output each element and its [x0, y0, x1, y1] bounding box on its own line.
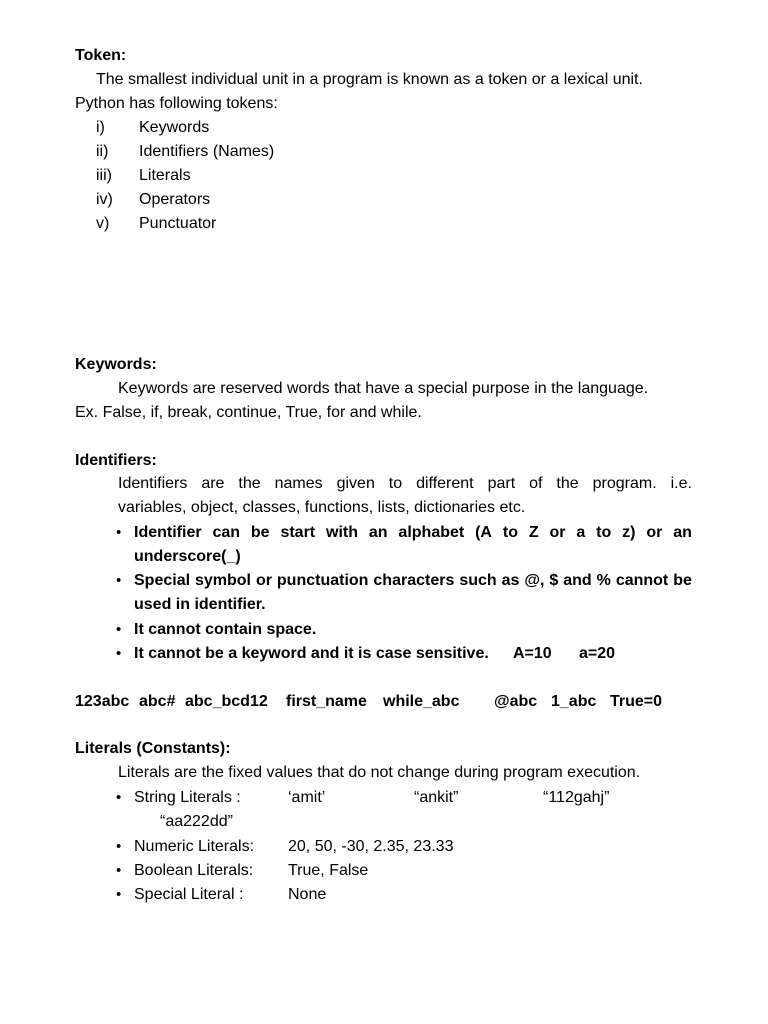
token-item-number: iii): [96, 167, 112, 184]
justified-word: z): [622, 524, 636, 541]
identifier-example: first_name: [286, 693, 367, 710]
identifier-example: 1_abc: [551, 693, 597, 710]
token-item-keywords: Keywords: [139, 119, 210, 136]
identifiers-desc-line1: [118, 472, 692, 496]
justified-word: a: [576, 524, 586, 541]
token-item-number: iv): [96, 191, 113, 208]
justified-word: symbol: [194, 572, 251, 589]
identifier-example: abc_bcd12: [185, 693, 268, 710]
justified-word: characters: [373, 572, 455, 589]
identifier-rule2-line1: [134, 569, 692, 593]
identifier-rule3: It cannot contain space.: [134, 621, 317, 638]
string-literal-value: ‘amit’: [288, 789, 326, 806]
numeric-literals-value: 20, 50, -30, 2.35, 23.33: [288, 838, 454, 855]
bullet-icon: •: [116, 789, 122, 806]
bullet-icon: •: [116, 645, 122, 662]
bullet-icon: •: [116, 886, 122, 903]
bullet-icon: •: [116, 862, 122, 879]
token-heading: Token:: [75, 47, 127, 64]
token-item-identifiers: Identifiers (Names): [139, 143, 275, 160]
justified-word: to: [388, 475, 403, 492]
justified-word: with: [326, 524, 358, 541]
justified-word: as: [501, 572, 520, 589]
identifiers-desc-line2: variables, object, classes, functions, lists, dictionaries etc.: [118, 499, 526, 516]
token-item-literals: Literals: [139, 167, 191, 184]
token-intro-line1: The smallest individual unit in a program is known as a token or a lexical unit.: [96, 71, 643, 88]
justified-word: the: [556, 475, 579, 492]
justified-word: or: [549, 524, 566, 541]
justified-word: the: [238, 475, 261, 492]
justified-word: cannot: [615, 572, 669, 589]
justified-word: or: [255, 572, 272, 589]
boolean-literals-value: True, False: [288, 862, 369, 879]
justified-word: be: [250, 524, 270, 541]
justified-word: alphabet: [398, 524, 465, 541]
justified-word: part: [487, 475, 516, 492]
keywords-heading: Keywords:: [75, 356, 157, 373]
justified-word: or: [646, 524, 663, 541]
token-item-operators: Operators: [139, 191, 211, 208]
string-literal-value: “aa222dd”: [160, 813, 233, 830]
literals-desc: Literals are the fixed values that do not change during program execution.: [118, 764, 641, 781]
justified-word: start: [280, 524, 316, 541]
string-literal-value: “112gahj”: [543, 789, 610, 806]
justified-word: an: [368, 524, 388, 541]
identifiers-heading: Identifiers:: [75, 452, 157, 469]
identifier-example: abc#: [139, 693, 176, 710]
token-item-punctuator: Punctuator: [139, 215, 217, 232]
identifier-rule4: It cannot be a keyword and it is case sensitive.: [134, 645, 489, 662]
justified-word: %: [596, 572, 611, 589]
justified-word: and: [563, 572, 592, 589]
string-literals-label: String Literals :: [134, 789, 241, 806]
justified-word: i.e.: [670, 475, 692, 492]
justified-word: of: [529, 475, 543, 492]
bullet-icon: •: [116, 838, 122, 855]
keywords-desc-line2: Ex. False, if, break, continue, True, for and while.: [75, 404, 422, 421]
bullet-icon: •: [116, 572, 122, 589]
justified-word: Z: [528, 524, 539, 541]
boolean-literals-label: Boolean Literals:: [134, 862, 254, 879]
justified-word: $: [549, 572, 559, 589]
justified-word: Identifiers: [118, 475, 188, 492]
identifier-rule4-example: a=20: [579, 645, 616, 662]
identifier-rule2-line2: used in identifier.: [134, 596, 266, 613]
justified-word: Special: [134, 572, 191, 589]
token-item-number: v): [96, 215, 110, 232]
justified-word: be: [673, 572, 692, 589]
justified-word: Identifier: [134, 524, 202, 541]
justified-word: program.: [592, 475, 657, 492]
string-literal-value: “ankit”: [414, 789, 459, 806]
identifier-example: @abc: [494, 693, 538, 710]
justified-word: different: [416, 475, 474, 492]
special-literal-value: None: [288, 886, 327, 903]
justified-word: (A: [475, 524, 492, 541]
justified-word: punctuation: [276, 572, 369, 589]
token-item-number: i): [96, 119, 105, 136]
bullet-icon: •: [116, 524, 122, 541]
keywords-desc-line1: Keywords are reserved words that have a special purpose in the language.: [118, 380, 649, 397]
justified-word: @,: [524, 572, 545, 589]
special-literal-label: Special Literal :: [134, 886, 244, 903]
justified-word: to: [596, 524, 612, 541]
identifier-example: True=0: [610, 693, 663, 710]
token-item-number: ii): [96, 143, 109, 160]
literals-heading: Literals (Constants):: [75, 740, 231, 757]
justified-word: can: [212, 524, 241, 541]
justified-word: an: [673, 524, 692, 541]
identifier-example: 123abc: [75, 693, 130, 710]
justified-word: to: [502, 524, 518, 541]
bullet-icon: •: [116, 621, 122, 638]
justified-word: names: [274, 475, 323, 492]
justified-word: are: [201, 475, 225, 492]
justified-word: such: [459, 572, 497, 589]
identifier-rule4-example: A=10: [513, 645, 552, 662]
justified-word: given: [336, 475, 375, 492]
identifier-rule1-line2: underscore(_): [134, 548, 241, 565]
identifier-rule1-line1: [134, 521, 692, 545]
identifier-example: while_abc: [383, 693, 460, 710]
token-intro-line2: Python has following tokens:: [75, 95, 278, 112]
numeric-literals-label: Numeric Literals:: [134, 838, 255, 855]
